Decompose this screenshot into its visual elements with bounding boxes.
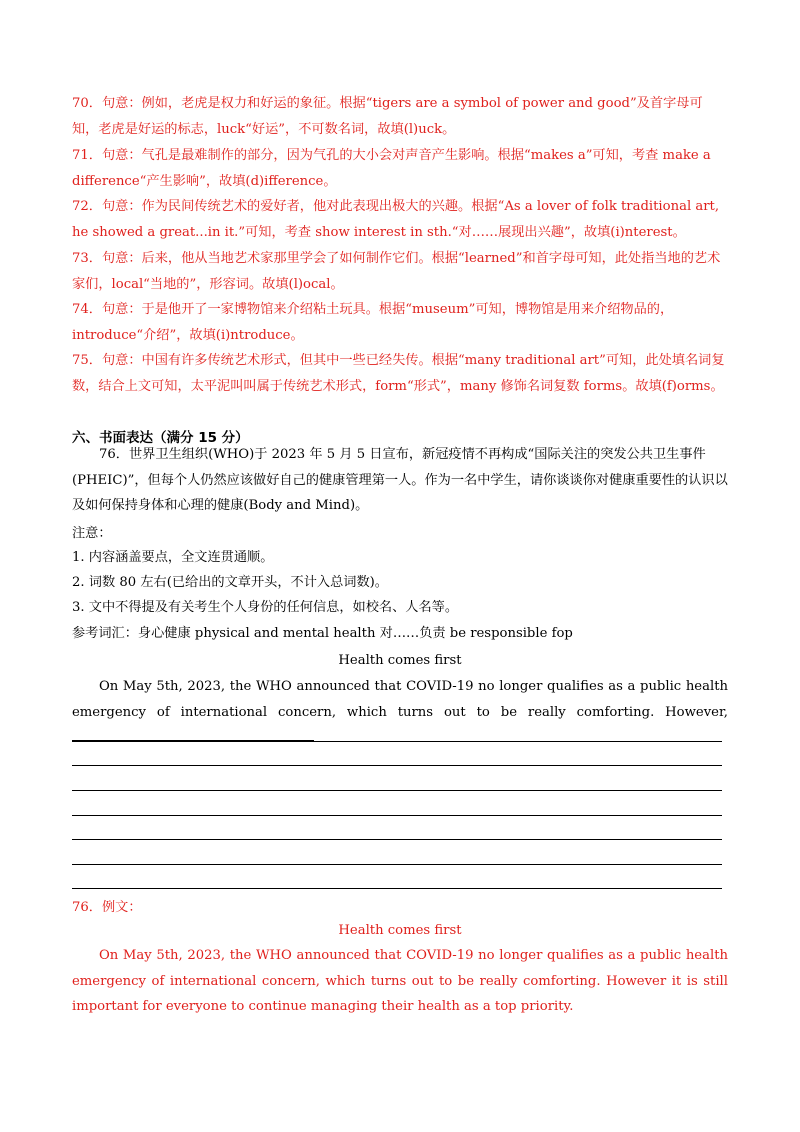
sample-essay: [72, 943, 728, 1020]
sample-label: 76．例文：: [72, 900, 142, 915]
answer-74: 74．句意：于是他开了一家博物馆来介绍粘土玩具。根据“museum”可知，博物馆是用来介绍物品的，introduce“介绍”，故填(i)ntroduce。: [72, 302, 674, 343]
writing-line: [72, 888, 722, 889]
answer-73: 73．句意：后来，他从当地艺术家那里学会了如何制作它们。根据“learned”和首字母可知，此处指当地的艺术家们，local“当地的”，形容词。故填(l)ocal。: [72, 251, 721, 292]
answer-71: 71．句意：气孔是最难制作的部分，因为气孔的大小会对声音产生影响。根据“makes a”可知，考查 make a difference“产生影响”，故填(d)ifference。: [72, 148, 711, 189]
writing-line: [72, 815, 722, 816]
note-3: 3. 文中不得提及有关考生个人身份的任何信息，如校名、人名等。: [72, 600, 459, 615]
writing-prompt-text: 76．世界卫生组织(WHO)于 2023 年 5 月 5 日宣布，新冠疫情不再构成“国际关注的突发公共卫生事件(PHEIC)”，但每个人仍然应该做好自己的健康管理第一人。作为一名中学生，请你谈谈你对健康重要性的认识以及如何保持身体和心理的健康(Body and Mind)。: [72, 447, 728, 514]
writing-line: [72, 741, 722, 742]
writing-line: [72, 839, 722, 840]
writing-line: [72, 864, 722, 865]
notes-title: 注意：: [72, 526, 112, 541]
essay-start: [72, 674, 728, 751]
writing-line: [72, 790, 722, 791]
answer-72: 72．句意：作为民间传统艺术的爱好者，他对此表现出极大的兴趣。根据“As a lover of folk traditional art, he showed a great...in it.”可知，考查 show interest in sth.“对……展现出兴趣”，故填(i)nterest。: [72, 199, 720, 240]
essay-start-text: On May 5th, 2023, the WHO announced that COVID-19 no longer qualifies as a public health emergency of international concern, which turns out to be really comforting. However,: [72, 679, 728, 720]
note-2: 2. 词数 80 左右(已给出的文章开头，不计入总词数)。: [72, 575, 388, 590]
writing-prompt: [72, 442, 728, 519]
sample-essay-text: On May 5th, 2023, the WHO announced that COVID-19 no longer qualifies as a public health emergency of international concern, which turns out to be really comforting. However it is still important for everyone to continue managing their health as a top priority.: [72, 948, 728, 1015]
answer-70: 70．句意：例如，老虎是权力和好运的象征。根据“tigers are a symbol of power and good”及首字母可知，老虎是好运的标志，luck“好运”，不可数名词，故填(l)uck。: [72, 96, 703, 137]
essay-title: Health comes first: [338, 653, 462, 668]
writing-line: [72, 765, 722, 766]
answer-line-blank: [72, 726, 314, 741]
answer-75: 75．句意：中国有许多传统艺术形式，但其中一些已经失传。根据“many traditional art”可知，此处填名词复数，结合上文可知，太平泥叫叫属于传统艺术形式，form“形式”，many 修饰名词复数 forms。故填(f)orms。: [72, 353, 725, 394]
vocab-hint: 参考词汇：身心健康 physical and mental health 对……负责 be responsible fop: [72, 626, 573, 641]
note-1: 1. 内容涵盖要点，全文连贯通顺。: [72, 550, 274, 565]
section-heading: 六、书面表达（满分 15 分）: [72, 430, 249, 446]
sample-title: Health comes first: [338, 923, 462, 938]
